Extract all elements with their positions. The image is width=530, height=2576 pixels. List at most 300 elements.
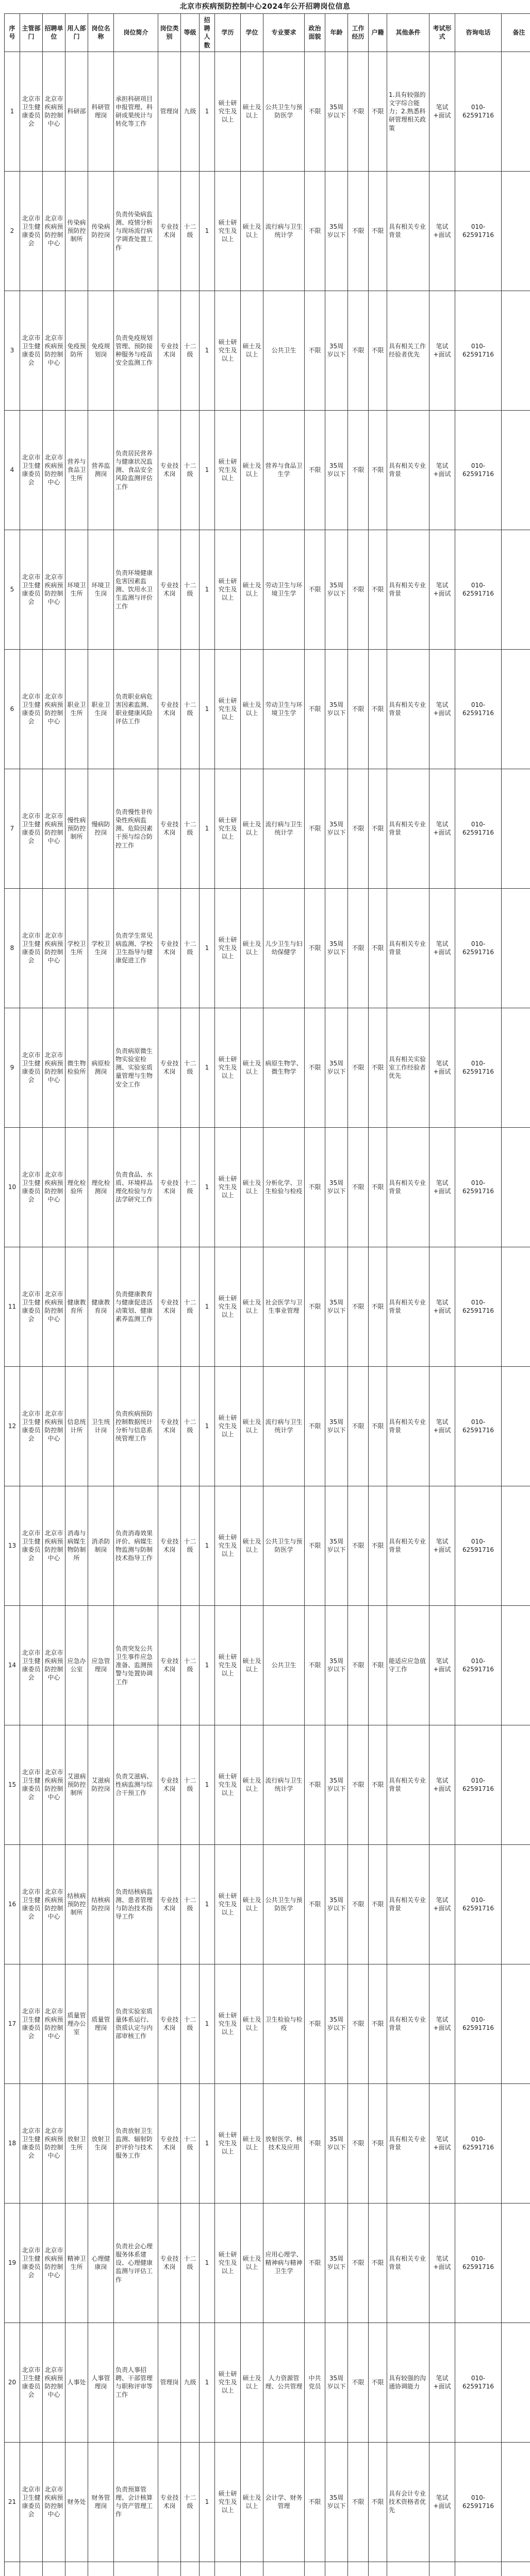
column-header: 备注 [502, 14, 530, 52]
cell-num: 1 [200, 1964, 215, 2083]
cell-degree: 硕士及以上 [241, 1127, 263, 1247]
cell-phone: 010-62591716 [455, 1725, 502, 1844]
cell-unit: 北京市疾病预防控制中心 [43, 769, 65, 888]
cell-remark [502, 769, 530, 888]
cell-no: 7 [5, 769, 20, 888]
cell-num: 1 [200, 2323, 215, 2442]
table-row [5, 1486, 530, 1605]
cell-subdept: 营养与食品卫生所 [65, 410, 88, 530]
cell-hukou: 不限 [369, 1127, 387, 1247]
cell-age: 35周岁以下 [325, 1725, 348, 1844]
cell-exp: 不限 [348, 769, 369, 888]
cell-subdept: 放射卫生所 [65, 2083, 88, 2203]
cell-phone: 010-62591716 [455, 1247, 502, 1366]
cell-hukou: 不限 [369, 1605, 387, 1725]
cell-subdept: 微生物检验所 [65, 1008, 88, 1127]
table-row [5, 2442, 530, 2562]
cell-other: 具有相关专业背景 [387, 1964, 429, 2083]
cell-degree: 硕士及以上 [241, 1366, 263, 1486]
table-row [5, 1247, 530, 1366]
cell-post: 人事管理岗 [88, 2323, 114, 2442]
cell-major: 流行病与卫生统计学 [263, 769, 305, 888]
cell-major: 病原生物学、微生物学 [263, 1008, 305, 1127]
cell-remark [502, 291, 530, 410]
cell-exam: 笔试+面试 [429, 52, 455, 171]
cell-politics [305, 2562, 325, 2576]
cell-phone: 010-62591716 [455, 291, 502, 410]
cell-major: 儿少卫生与妇幼保健学 [263, 888, 305, 1008]
cell-hukou: 不限 [369, 1725, 387, 1844]
cell-edu: 硕士研究生及以上 [215, 1844, 241, 1964]
cell-level: 十二级 [181, 1247, 200, 1366]
cell-post: 理化检测岗 [88, 1127, 114, 1247]
cell-age: 35周岁以下 [325, 1844, 348, 1964]
cell-exam: 笔试+面试 [429, 530, 455, 649]
cell-other: 1.具有较强的文字综合能力；2.熟悉科研管理相关政策 [387, 52, 429, 171]
cell-subdept: 质量管理办公室 [65, 1964, 88, 2083]
cell-remark [502, 1008, 530, 1127]
cell-edu: 硕士研究生及以上 [215, 1964, 241, 2083]
cell-age: 35周岁以下 [325, 1247, 348, 1366]
cell-unit: 北京市疾病预防控制中心 [43, 410, 65, 530]
cell-exam: 笔试+面试 [429, 1127, 455, 1247]
table-row [5, 52, 530, 171]
cell-desc: 负责慢性非传染性疾病监测、危险因素干预与综合防控工作 [114, 769, 158, 888]
cell-level: 十二级 [181, 769, 200, 888]
cell-unit: 北京市疾病预防控制中心 [43, 1605, 65, 1725]
cell-desc: 负责突发公共卫生事件应急准备、监测预警与处置协调工作 [114, 1605, 158, 1725]
cell-other: 具有相关专业背景 [387, 1725, 429, 1844]
cell-other: 具有相关专业背景 [387, 2083, 429, 2203]
cell-exp: 不限 [348, 888, 369, 1008]
cell-unit: 北京市疾病预防控制中心 [43, 888, 65, 1008]
cell-desc: 负责结核病监测、患者管理与防治技术指导工作 [114, 1844, 158, 1964]
cell-politics: 不限 [305, 171, 325, 291]
cell-dept: 北京市卫生健康委员会 [20, 1725, 43, 1844]
cell-desc: 负责消毒效果评价、病媒生物监测与防制技术指导工作 [114, 1486, 158, 1605]
cell-level: 十二级 [181, 2442, 200, 2562]
table-row [5, 1127, 530, 1247]
cell-exp: 不限 [348, 2203, 369, 2323]
column-header: 工作经历 [348, 14, 369, 52]
cell-phone [455, 2562, 502, 2576]
cell-no: 1 [5, 52, 20, 171]
cell-no: 21 [5, 2442, 20, 2562]
cell-remark [502, 1725, 530, 1844]
cell-cat: 专业技术岗 [158, 1008, 181, 1127]
cell-degree: 硕士及以上 [241, 1008, 263, 1127]
cell-cat: 管理岗 [158, 52, 181, 171]
cell-cat: 专业技术岗 [158, 291, 181, 410]
cell-exp: 不限 [348, 530, 369, 649]
cell-edu [215, 2562, 241, 2576]
cell-remark [502, 1844, 530, 1964]
cell-edu: 硕士研究生及以上 [215, 2203, 241, 2323]
cell-subdept: 慢性病预防控制所 [65, 769, 88, 888]
cell-degree: 硕士及以上 [241, 2442, 263, 2562]
cell-level: 十二级 [181, 1725, 200, 1844]
cell-remark [502, 1127, 530, 1247]
cell-cat: 专业技术岗 [158, 2442, 181, 2562]
cell-subdept: 结核病预防控制所 [65, 1844, 88, 1964]
cell-other: 具有相关专业背景 [387, 1844, 429, 1964]
cell-hukou: 不限 [369, 171, 387, 291]
column-header: 年龄 [325, 14, 348, 52]
cell-politics: 不限 [305, 1725, 325, 1844]
table-row [5, 2083, 530, 2203]
cell-desc: 负责居民营养与健康状况监测、食品安全风险监测评估工作 [114, 410, 158, 530]
cell-post: 营养监测岗 [88, 410, 114, 530]
cell-exp: 不限 [348, 1127, 369, 1247]
cell-exam: 笔试+面试 [429, 1605, 455, 1725]
cell-phone: 010-62591716 [455, 52, 502, 171]
cell-unit: 北京市疾病预防控制中心 [43, 1127, 65, 1247]
cell-unit: 北京市疾病预防控制中心 [43, 52, 65, 171]
cell-other: 具有相关实验室工作经验者优先 [387, 1008, 429, 1127]
cell-politics: 不限 [305, 2203, 325, 2323]
cell-subdept: 信息统计所 [65, 1366, 88, 1486]
cell-no: 12 [5, 1366, 20, 1486]
cell-subdept: 艾滋病预防控制所 [65, 1725, 88, 1844]
cell-num: 1 [200, 1366, 215, 1486]
cell-exam: 笔试+面试 [429, 1486, 455, 1605]
cell-edu: 硕士研究生及以上 [215, 769, 241, 888]
cell-subdept: 传染病预防控制所 [65, 171, 88, 291]
cell-degree: 硕士及以上 [241, 52, 263, 171]
cell-phone: 010-62591716 [455, 1964, 502, 2083]
cell-dept: 北京市卫生健康委员会 [20, 2442, 43, 2562]
cell-unit: 北京市疾病预防控制中心 [43, 2442, 65, 2562]
cell-desc: 负责传染病监测、疫情分析与现场流行病学调查处置工作 [114, 171, 158, 291]
cell-other: 具有会计专业技术资格者优先 [387, 2442, 429, 2562]
cell-hukou: 不限 [369, 2323, 387, 2442]
cell-level: 十二级 [181, 1964, 200, 2083]
cell-no: 17 [5, 1964, 20, 2083]
cell-major: 分析化学、卫生检验与检疫 [263, 1127, 305, 1247]
cell-num: 1 [200, 1844, 215, 1964]
cell-dept: 北京市卫生健康委员会 [20, 52, 43, 171]
cell-cat: 专业技术岗 [158, 649, 181, 769]
cell-level: 十二级 [181, 291, 200, 410]
column-header: 岗位类别 [158, 14, 181, 52]
cell-edu: 硕士研究生及以上 [215, 171, 241, 291]
cell-age: 35周岁以下 [325, 2442, 348, 2562]
cell-no: 5 [5, 530, 20, 649]
cell-exam: 笔试+面试 [429, 888, 455, 1008]
cell-subdept: 环境卫生所 [65, 530, 88, 649]
cell-degree: 硕士及以上 [241, 1247, 263, 1366]
cell-cat: 专业技术岗 [158, 1486, 181, 1605]
cell-politics: 不限 [305, 530, 325, 649]
cell-num: 1 [200, 888, 215, 1008]
cell-edu: 硕士研究生及以上 [215, 1247, 241, 1366]
table-row [5, 1844, 530, 1964]
cell-desc: 负责免疫规划管理、预防接种服务与疫苗安全监测工作 [114, 291, 158, 410]
cell-exp: 不限 [348, 2323, 369, 2442]
cell-degree: 硕士及以上 [241, 171, 263, 291]
column-header: 考试形式 [429, 14, 455, 52]
cell-dept: 北京市卫生健康委员会 [20, 291, 43, 410]
cell-level [181, 2562, 200, 2576]
cell-other: 具有相关专业背景 [387, 410, 429, 530]
cell-cat: 专业技术岗 [158, 1964, 181, 2083]
cell-exam: 笔试+面试 [429, 2442, 455, 2562]
cell-exam: 笔试+面试 [429, 1964, 455, 2083]
cell-dept: 北京市卫生健康委员会 [20, 2323, 43, 2442]
cell-cat: 专业技术岗 [158, 410, 181, 530]
cell-post: 结核病防控岗 [88, 1844, 114, 1964]
cell-post: 免疫规划岗 [88, 291, 114, 410]
cell-exp: 不限 [348, 1725, 369, 1844]
cell-desc: 负责学生常见病监测、学校卫生指导与健康促进工作 [114, 888, 158, 1008]
cell-degree [241, 2562, 263, 2576]
cell-exp: 不限 [348, 649, 369, 769]
cell-cat: 专业技术岗 [158, 1127, 181, 1247]
cell-exam: 笔试+面试 [429, 171, 455, 291]
cell-num: 1 [200, 52, 215, 171]
cell-exp: 不限 [348, 1008, 369, 1127]
cell-unit: 北京市疾病预防控制中心 [43, 1247, 65, 1366]
cell-no [5, 2562, 20, 2576]
cell-edu: 硕士研究生及以上 [215, 410, 241, 530]
cell-hukou: 不限 [369, 1366, 387, 1486]
cell-degree: 硕士及以上 [241, 1964, 263, 2083]
cell-num: 1 [200, 1247, 215, 1366]
cell-remark [502, 2203, 530, 2323]
cell-hukou: 不限 [369, 410, 387, 530]
job-table [4, 13, 530, 2576]
cell-exp: 不限 [348, 1366, 369, 1486]
cell-level: 十二级 [181, 171, 200, 291]
cell-dept: 北京市卫生健康委员会 [20, 410, 43, 530]
cell-politics: 不限 [305, 291, 325, 410]
cell-other: 具有较强的沟通协调能力 [387, 2323, 429, 2442]
cell-major: 公共卫生与预防医学 [263, 52, 305, 171]
cell-remark [502, 1486, 530, 1605]
cell-post: 传染病防控岗 [88, 171, 114, 291]
cell-no: 4 [5, 410, 20, 530]
cell-age: 35周岁以下 [325, 1605, 348, 1725]
cell-remark [502, 2562, 530, 2576]
cell-other: 具有相关专业背景 [387, 1366, 429, 1486]
cell-phone: 010-62591716 [455, 530, 502, 649]
cell-politics: 不限 [305, 769, 325, 888]
cell-remark [502, 1964, 530, 2083]
cell-no: 3 [5, 291, 20, 410]
cell-degree: 硕士及以上 [241, 410, 263, 530]
cell-subdept: 精神卫生所 [65, 2203, 88, 2323]
cell-other: 具有相关专业背景 [387, 2203, 429, 2323]
cell-subdept: 应急办公室 [65, 1605, 88, 1725]
cell-dept [20, 2562, 43, 2576]
cell-politics: 不限 [305, 1247, 325, 1366]
cell-level: 十二级 [181, 1366, 200, 1486]
cell-edu: 硕士研究生及以上 [215, 1725, 241, 1844]
cell-subdept: 财务处 [65, 2442, 88, 2562]
cell-politics: 不限 [305, 1486, 325, 1605]
cell-major: 社会医学与卫生事业管理 [263, 1247, 305, 1366]
cell-politics: 不限 [305, 1605, 325, 1725]
cell-politics: 不限 [305, 1844, 325, 1964]
cell-no: 10 [5, 1127, 20, 1247]
cell-level: 十二级 [181, 2083, 200, 2203]
cell-post: 应急管理岗 [88, 1605, 114, 1725]
cell-exam: 笔试+面试 [429, 2203, 455, 2323]
cell-exp: 不限 [348, 291, 369, 410]
cell-cat: 专业技术岗 [158, 1247, 181, 1366]
cell-degree: 硕士及以上 [241, 649, 263, 769]
cell-degree: 硕士及以上 [241, 888, 263, 1008]
cell-post: 职业卫生岗 [88, 649, 114, 769]
cell-cat: 专业技术岗 [158, 1605, 181, 1725]
table-row [5, 2323, 530, 2442]
table-row [5, 1605, 530, 1725]
cell-exam: 笔试+面试 [429, 2323, 455, 2442]
cell-post: 卫生统计岗 [88, 1366, 114, 1486]
cell-hukou: 不限 [369, 888, 387, 1008]
cell-num: 1 [200, 1486, 215, 1605]
cell-other: 具有相关专业背景 [387, 171, 429, 291]
column-header: 其他条件 [387, 14, 429, 52]
cell-post: 艾滋病防控岗 [88, 1725, 114, 1844]
cell-unit: 北京市疾病预防控制中心 [43, 171, 65, 291]
cell-age: 35周岁以下 [325, 1127, 348, 1247]
cell-politics: 不限 [305, 1366, 325, 1486]
cell-remark [502, 2083, 530, 2203]
cell-desc: 承担科研项目申报管理、科研成果统计与转化等工作 [114, 52, 158, 171]
cell-remark [502, 1366, 530, 1486]
cell-age: 35周岁以下 [325, 530, 348, 649]
table-row [5, 649, 530, 769]
cell-subdept: 消毒与病媒生物防制所 [65, 1486, 88, 1605]
cell-cat: 专业技术岗 [158, 1725, 181, 1844]
cell-desc: 负责病原微生物实验室检测、实验室质量管理与生物安全工作 [114, 1008, 158, 1127]
cell-age: 35周岁以下 [325, 291, 348, 410]
cell-post: 放射卫生岗 [88, 2083, 114, 2203]
table-row [5, 769, 530, 888]
cell-unit: 北京市疾病预防控制中心 [43, 1486, 65, 1605]
cell-edu: 硕士研究生及以上 [215, 1605, 241, 1725]
cell-degree: 硕士及以上 [241, 530, 263, 649]
cell-post: 财务管理岗 [88, 2442, 114, 2562]
cell-unit: 北京市疾病预防控制中心 [43, 1964, 65, 2083]
cell-exam: 笔试+面试 [429, 1725, 455, 1844]
cell-exam: 笔试+面试 [429, 1366, 455, 1486]
cell-subdept: 学校卫生所 [65, 888, 88, 1008]
column-header: 岗位简介 [114, 14, 158, 52]
cell-level: 十二级 [181, 410, 200, 530]
cell-subdept: 理化检验所 [65, 1127, 88, 1247]
cell-politics: 不限 [305, 1127, 325, 1247]
cell-major: 会计学、财务管理 [263, 2442, 305, 2562]
cell-dept: 北京市卫生健康委员会 [20, 1366, 43, 1486]
cell-dept: 北京市卫生健康委员会 [20, 1127, 43, 1247]
cell-exp: 不限 [348, 171, 369, 291]
cell-degree: 硕士及以上 [241, 291, 263, 410]
cell-cat: 专业技术岗 [158, 530, 181, 649]
cell-edu: 硕士研究生及以上 [215, 2323, 241, 2442]
cell-level: 十二级 [181, 2203, 200, 2323]
cell-exp: 不限 [348, 410, 369, 530]
cell-hukou [369, 2562, 387, 2576]
table-row [5, 1008, 530, 1127]
cell-major: 流行病与卫生统计学 [263, 1725, 305, 1844]
cell-age: 35周岁以下 [325, 2203, 348, 2323]
cell-major: 人力资源管理、公共管理 [263, 2323, 305, 2442]
cell-politics: 不限 [305, 649, 325, 769]
cell-cat: 管理岗 [158, 2323, 181, 2442]
cell-num [200, 2562, 215, 2576]
cell-exp: 不限 [348, 2083, 369, 2203]
column-header: 序号 [5, 14, 20, 52]
cell-other: 具有相关专业背景 [387, 888, 429, 1008]
cell-major: 放射医学、核技术及应用 [263, 2083, 305, 2203]
cell-politics: 不限 [305, 52, 325, 171]
cell-unit: 北京市疾病预防控制中心 [43, 1366, 65, 1486]
cell-phone: 010-62591716 [455, 171, 502, 291]
column-header: 户籍 [369, 14, 387, 52]
column-header: 用人部门 [65, 14, 88, 52]
cell-dept: 北京市卫生健康委员会 [20, 1964, 43, 2083]
cell-level: 十二级 [181, 1127, 200, 1247]
cell-cat: 专业技术岗 [158, 1844, 181, 1964]
cell-exp: 不限 [348, 1605, 369, 1725]
cell-other: 具有相关专业背景 [387, 530, 429, 649]
cell-degree: 硕士及以上 [241, 1486, 263, 1605]
cell-phone: 010-62591716 [455, 1844, 502, 1964]
cell-cat: 专业技术岗 [158, 888, 181, 1008]
cell-edu: 硕士研究生及以上 [215, 1486, 241, 1605]
cell-subdept: 职业卫生所 [65, 649, 88, 769]
cell-age: 35周岁以下 [325, 171, 348, 291]
cell-exp: 不限 [348, 1486, 369, 1605]
cell-phone: 010-62591716 [455, 649, 502, 769]
cell-hukou: 不限 [369, 52, 387, 171]
cell-level: 九级 [181, 52, 200, 171]
cell-cat: 专业技术岗 [158, 171, 181, 291]
cell-unit [43, 2562, 65, 2576]
cell-remark [502, 1247, 530, 1366]
cell-no: 20 [5, 2323, 20, 2442]
cell-dept: 北京市卫生健康委员会 [20, 769, 43, 888]
column-header: 咨询电话 [455, 14, 502, 52]
cell-hukou: 不限 [369, 2203, 387, 2323]
cell-num: 1 [200, 530, 215, 649]
cell-subdept: 健康教育所 [65, 1247, 88, 1366]
cell-other [387, 2562, 429, 2576]
cell-politics: 不限 [305, 888, 325, 1008]
cell-dept: 北京市卫生健康委员会 [20, 530, 43, 649]
cell-remark [502, 888, 530, 1008]
cell-major: 应用心理学、精神病与精神卫生学 [263, 2203, 305, 2323]
cell-subdept: 科研部 [65, 52, 88, 171]
cell-degree: 硕士及以上 [241, 1605, 263, 1725]
cell-subdept: 人事处 [65, 2323, 88, 2442]
cell-phone: 010-62591716 [455, 1486, 502, 1605]
cell-desc: 负责放射卫生监测、辐射防护评价与技术服务工作 [114, 2083, 158, 2203]
table-header-row [5, 14, 530, 52]
cell-hukou: 不限 [369, 1486, 387, 1605]
cell-num: 1 [200, 1725, 215, 1844]
cell-edu: 硕士研究生及以上 [215, 52, 241, 171]
column-header: 政治面貌 [305, 14, 325, 52]
cell-phone: 010-62591716 [455, 2323, 502, 2442]
cell-politics: 不限 [305, 1964, 325, 2083]
cell-level: 十二级 [181, 1486, 200, 1605]
cell-unit: 北京市疾病预防控制中心 [43, 530, 65, 649]
cell-exp: 不限 [348, 2442, 369, 2562]
cell-major: 流行病与卫生统计学 [263, 171, 305, 291]
